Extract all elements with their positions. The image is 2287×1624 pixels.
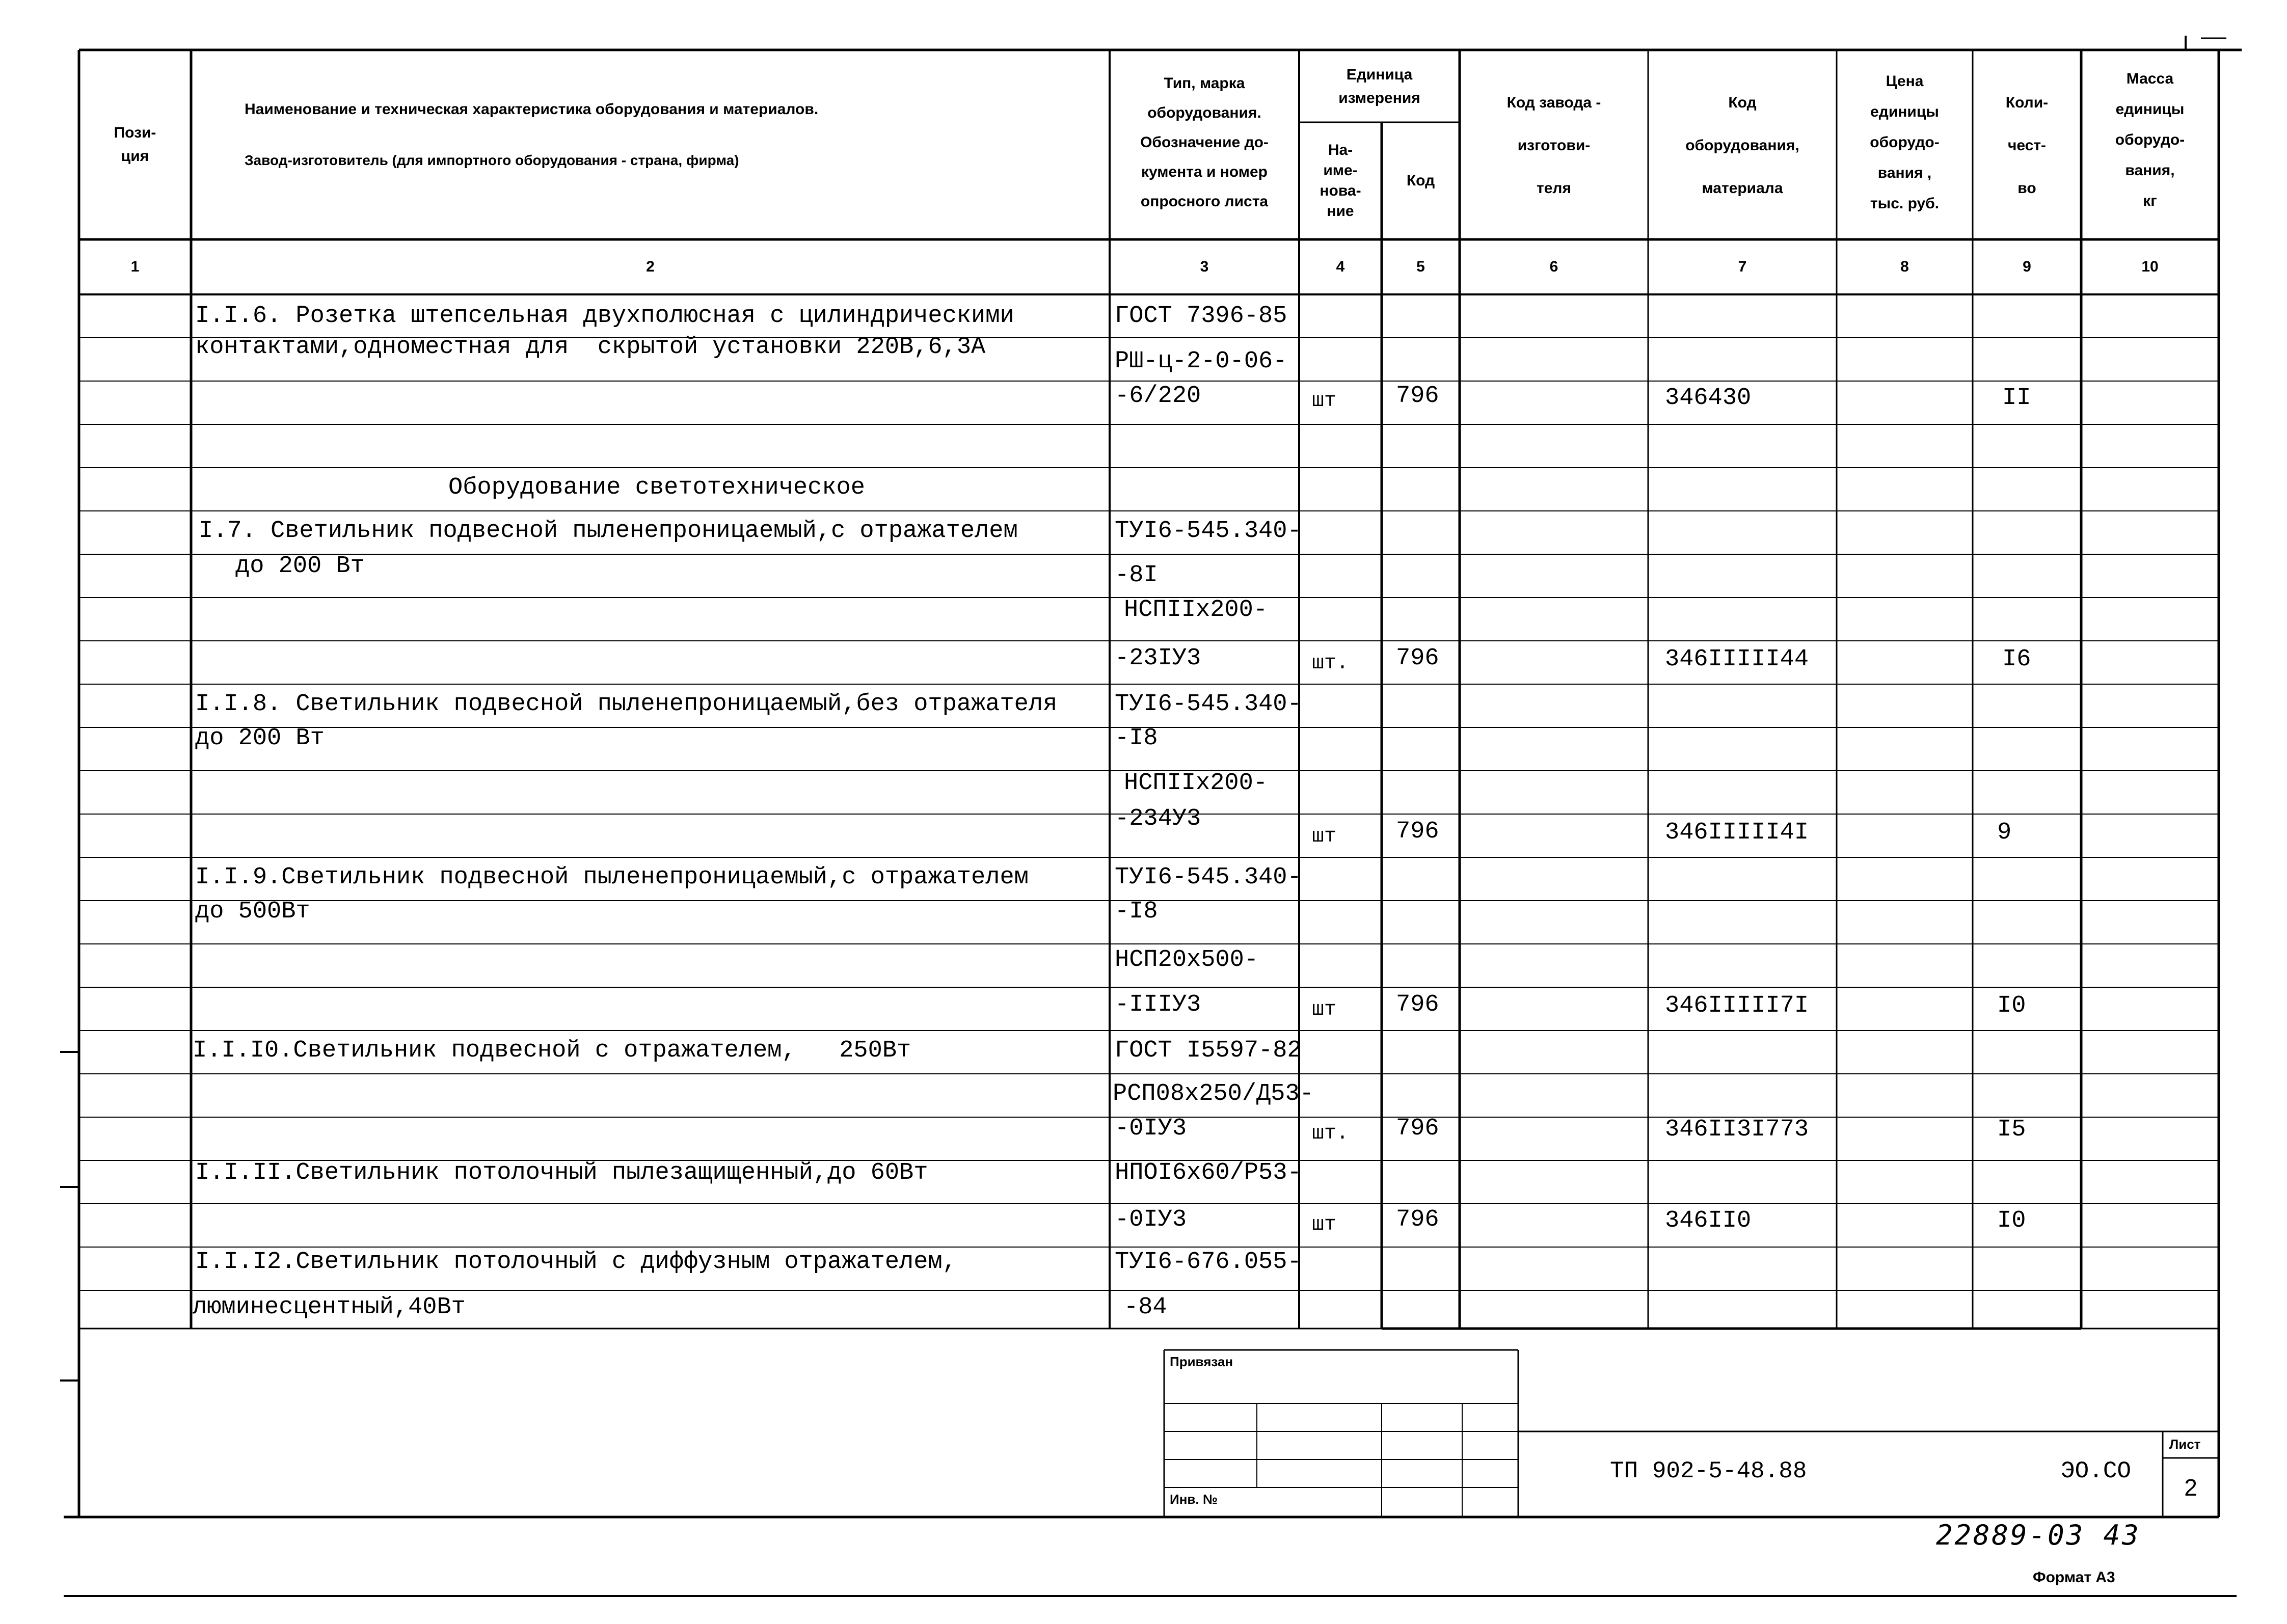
item-type: -234У3 (1115, 805, 1201, 832)
header-equipment-code: Код оборудования, материала (1685, 94, 1799, 197)
column-number: 3 (1200, 258, 1209, 275)
item-type: РСП08х250/Д53- (1113, 1080, 1314, 1107)
archive-number: 22889-03 43 (1936, 1519, 2141, 1551)
item-type: ГОСТ 7396-85 (1115, 303, 1287, 330)
item-type: ТУI6-545.340- (1115, 864, 1302, 891)
section-title: Оборудование светотехническое (448, 474, 865, 501)
item-type: -84 (1124, 1294, 1167, 1321)
item-unit: шт (1312, 390, 1337, 413)
column-number: 2 (646, 258, 655, 275)
column-number: 7 (1738, 258, 1747, 275)
item-description: до 200 Вт (195, 725, 325, 752)
item-type: -IIIУ3 (1115, 991, 1201, 1018)
item-quantity: 9 (1997, 819, 2012, 846)
item-quantity: II (2002, 385, 2031, 412)
item-unit: шт (1312, 998, 1337, 1021)
item-type: ТУI6-676.055- (1115, 1249, 1302, 1276)
header-price: Цена единицы оборудо- вания , тыс. руб. (1870, 73, 1940, 212)
header-manufacturer: Завод-изготовитель (для импортного оборудования - страна, фирма) (245, 152, 739, 168)
item-equipment-code: 346IIIII7I (1665, 992, 1809, 1019)
item-description: I.I.II.Светильник потолочный пылезащищенный,до 60Вт (195, 1159, 928, 1186)
item-unit-code: 796 (1396, 383, 1439, 410)
item-type: -I8 (1115, 725, 1158, 752)
section-code: ЭО.СО (2061, 1458, 2132, 1484)
item-type: -0IУ3 (1115, 1115, 1187, 1142)
item-quantity: I0 (1997, 1207, 2026, 1234)
header-position: Пози- ция (114, 124, 156, 165)
header-factory-code: Код завода - изготови- теля (1506, 94, 1601, 197)
column-number: 9 (2023, 258, 2031, 275)
stamp-inv-no: Инв. № (1170, 1492, 1218, 1507)
item-unit-code: 796 (1396, 818, 1439, 845)
item-quantity: I6 (2002, 646, 2031, 673)
item-equipment-code: 346II3I773 (1665, 1116, 1809, 1143)
item-description: I.I.I0.Светильник подвесной с отражателем, 250Вт (193, 1037, 911, 1064)
item-unit-code: 796 (1396, 645, 1439, 672)
item-equipment-code: 346IIIII4I (1665, 819, 1809, 846)
item-type: НПОI6х60/Р53- (1115, 1159, 1302, 1186)
header-mass: Масса единицы оборудо- вания, кг (2115, 70, 2185, 209)
sheet-label: Лист (2169, 1437, 2201, 1452)
item-equipment-code: 346430 (1665, 385, 1752, 412)
item-description: I.I.6. Розетка штепсельная двухполюсная с цилиндрическими (195, 303, 1014, 330)
item-type: ТУI6-545.340- (1115, 518, 1302, 545)
item-type: НСПIIх200- (1124, 597, 1268, 624)
item-type: -23IУ3 (1115, 645, 1201, 672)
header-quantity: Коли- чест- во (2005, 94, 2049, 197)
item-type: -6/220 (1115, 383, 1201, 410)
header-name: Наименование и техническая характеристика оборудования и материалов. (245, 101, 819, 118)
item-description: контактами,одноместная для скрытой установки 220В,6,3А (195, 334, 986, 361)
column-number: 8 (1900, 258, 1909, 275)
column-number: 4 (1336, 258, 1345, 275)
item-equipment-code: 346IIIII44 (1665, 646, 1809, 673)
item-unit-code: 796 (1396, 1115, 1439, 1142)
column-number: 10 (2141, 258, 2159, 275)
item-quantity: I0 (1997, 992, 2026, 1019)
item-description: до 500Вт (195, 898, 310, 925)
item-description: I.I.9.Светильник подвесной пыленепроницаемый,с отражателем (195, 864, 1029, 891)
column-number: 6 (1549, 258, 1558, 275)
item-type: РШ-ц-2-0-06- (1115, 348, 1287, 375)
item-unit-code: 796 (1396, 991, 1439, 1018)
item-description: люминесцентный,40Вт (193, 1294, 466, 1321)
item-type: НСПIIх200- (1124, 770, 1268, 797)
stamp-privyazan: Привязан (1170, 1354, 1233, 1369)
sheet-number: 2 (2184, 1474, 2197, 1501)
header-type: Тип, марка оборудования. Обозначение до- кумента и номер опросного листа (1140, 75, 1269, 210)
document-code: ТП 902-5-48.88 (1610, 1458, 1807, 1484)
item-type: -8I (1115, 562, 1158, 589)
item-type: ТУI6-545.340- (1115, 691, 1302, 718)
paper-format: Формат А3 (2033, 1569, 2115, 1586)
item-type: ГОСТ I5597-82 (1115, 1037, 1302, 1064)
item-description: I.I.8. Светильник подвесной пыленепроницаемый,без отражателя (195, 691, 1058, 718)
item-quantity: I5 (1997, 1116, 2026, 1143)
item-equipment-code: 346II0 (1665, 1207, 1752, 1234)
item-type: -I8 (1115, 898, 1158, 925)
item-type: НСП20х500- (1115, 946, 1259, 973)
item-description: до 200 Вт (235, 553, 365, 580)
column-number: 1 (130, 258, 140, 275)
header-unit-name: На- име- нова- ние (1320, 142, 1361, 220)
item-unit: шт. (1312, 652, 1349, 675)
item-description: I.7. Светильник подвесной пыленепроницаемый,с отражателем (199, 518, 1018, 545)
header-unit-group: Единица измерения (1338, 66, 1420, 106)
column-number: 5 (1416, 258, 1425, 275)
item-unit: шт (1312, 1213, 1337, 1236)
item-unit: шт (1312, 825, 1337, 848)
item-unit-code: 796 (1396, 1206, 1439, 1233)
item-unit: шт. (1312, 1122, 1349, 1145)
item-type: -0IУ3 (1115, 1206, 1187, 1233)
header-unit-code: Код (1406, 172, 1435, 189)
item-description: I.I.I2.Светильник потолочный с диффузным отражателем, (195, 1249, 957, 1276)
